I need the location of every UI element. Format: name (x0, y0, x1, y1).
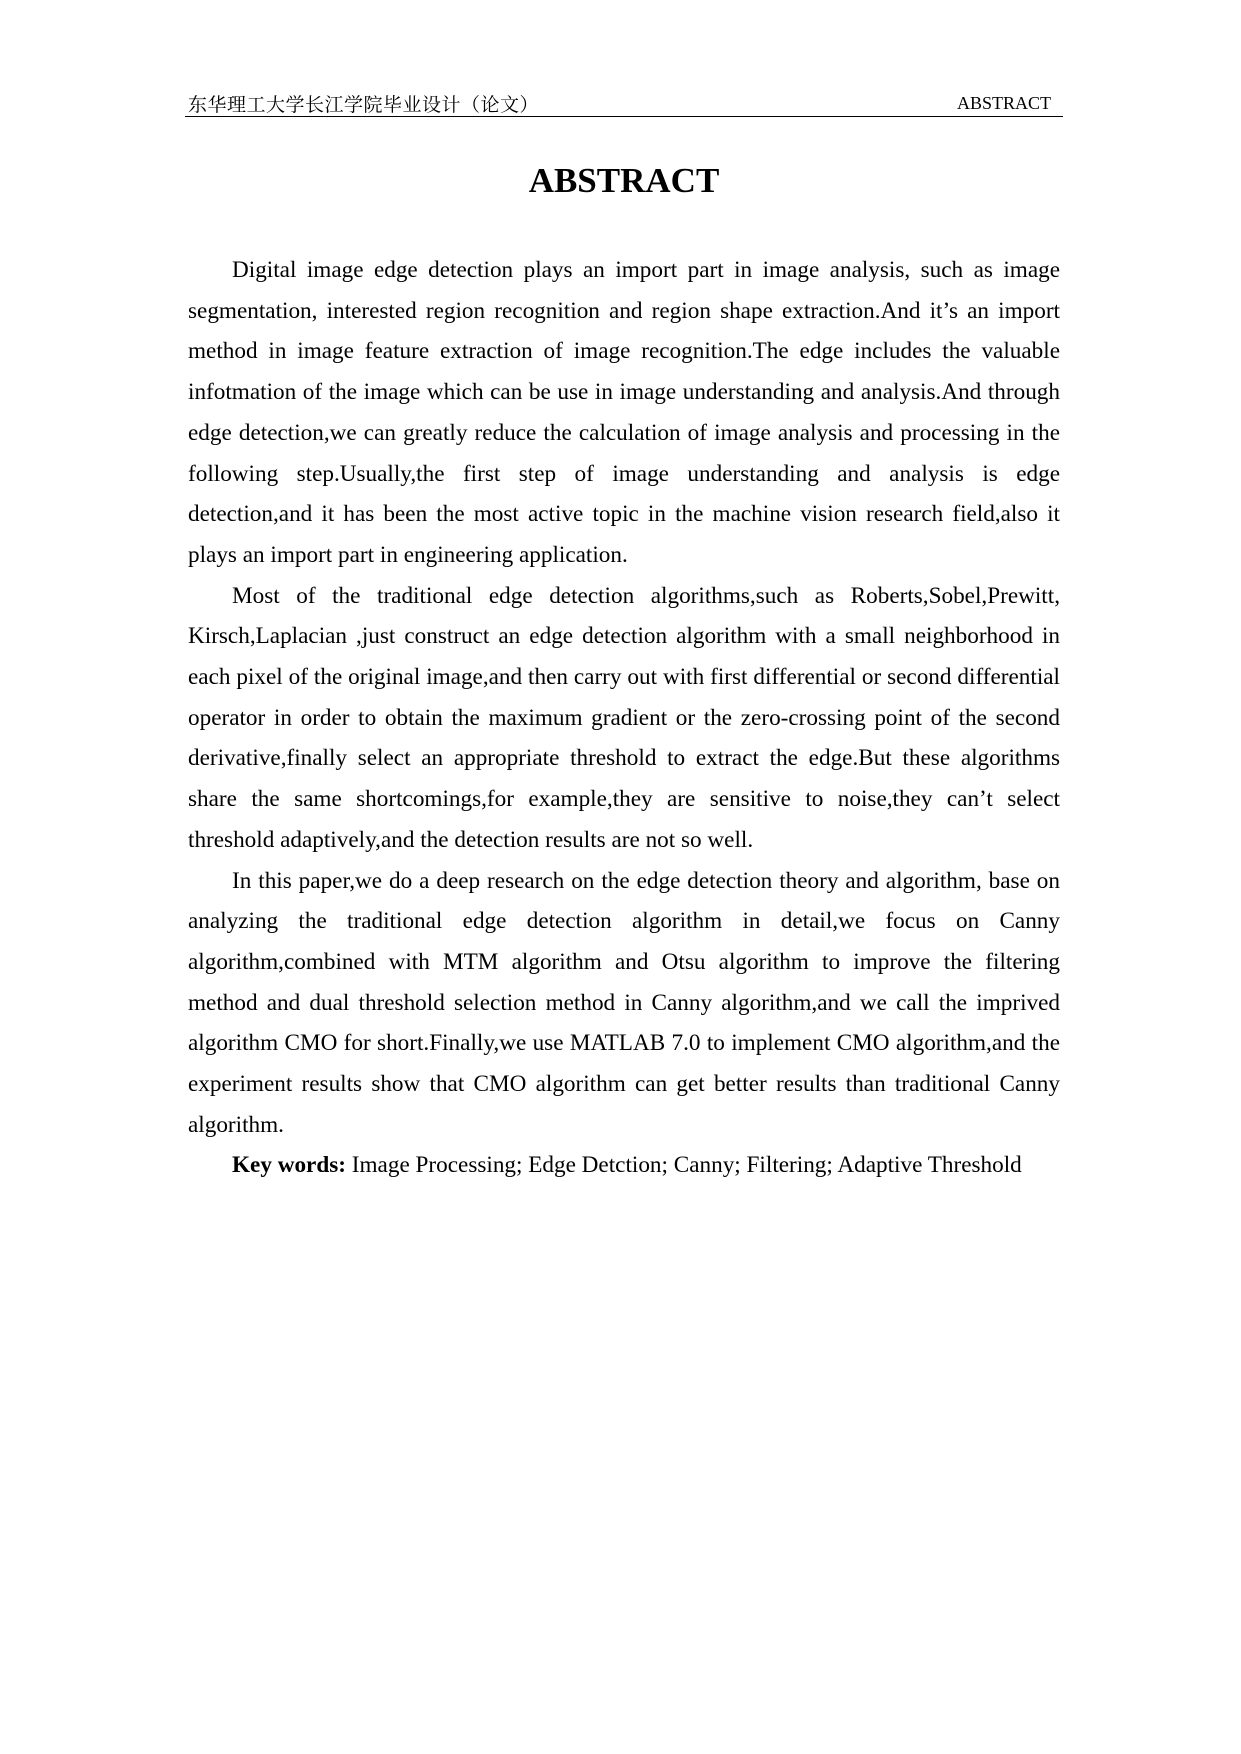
abstract-body (188, 250, 1060, 1186)
abstract-paragraph-2: Most of the traditional edge detection algorithms,such as Roberts,Sobel,Prewitt, Kirsch,Laplacian ,just construct an edge detection algorithm with a small neighborhood in each pixel of the original image,and then carry out with first differential or second differential operator in order to obtain the maximum gradient or the zero-crossing point of the second derivative,finally select an appropriate threshold to extract the edge.But these algorithms share the same shortcomings,for example,they are sensitive to noise,they can’t select threshold adaptively,and the detection results are not so well. (188, 582, 1060, 853)
abstract-paragraph-1: Digital image edge detection plays an import part in image analysis, such as image segmentation, interested region recognition and region shape extraction.And it’s an import method in image feature extraction of image recognition.The edge includes the valuable infotmation of the image which can be use in image understanding and analysis.And through edge detection,we can greatly reduce the calculation of image analysis and processing in the following step.Usually,the first step of image understanding and analysis is edge detection,and it has been the most active topic in the machine vision research field,also it plays an import part in engineering application. (188, 257, 1060, 568)
abstract-paragraph-3: In this paper,we do a deep research on the edge detection theory and algorithm, base on analyzing the traditional edge detection algorithm in detail,we focus on Canny algorithm,combined with MTM algorithm and Otsu algorithm to improve the filtering method and dual threshold selection method in Canny algorithm,and we call the imprived algorithm CMO for short.Finally,we use MATLAB 7.0 to implement CMO algorithm,and the experiment results show that CMO algorithm can get better results than traditional Canny algorithm. (188, 867, 1060, 1138)
keywords-line (188, 1145, 1060, 1186)
header-institution-text: 东华理工大学长江学院毕业设计（论文） (188, 95, 540, 116)
page-title: ABSTRACT (528, 161, 720, 200)
running-header (185, 86, 1063, 117)
header-section-title: ABSTRACT (956, 93, 1051, 113)
keywords-text: Image Processing; Edge Detction; Canny; Filtering; Adaptive Threshold (346, 1152, 1022, 1179)
keywords-label: Key words: (232, 1152, 346, 1179)
